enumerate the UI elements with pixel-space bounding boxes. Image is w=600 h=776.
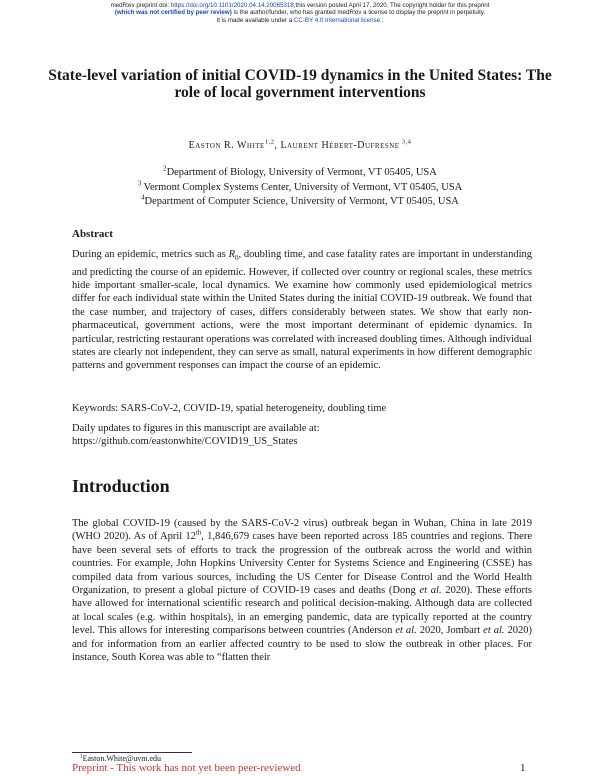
et-al: et al. <box>395 625 417 637</box>
affiliation-text: Department of Biology, University of Vermont, VT 05405, USA <box>166 167 437 178</box>
author-line <box>0 140 600 151</box>
introduction-body <box>72 517 532 664</box>
affiliation-marker: 3 <box>137 180 142 187</box>
r0-subscript: 0 <box>235 255 239 263</box>
affiliation-text: Department of Computer Science, University of Vermont, VT 05405, USA <box>144 196 459 207</box>
affiliation-text: Vermont Complex Systems Center, University of Vermont, VT 05405, USA <box>141 181 463 193</box>
keywords: Keywords: SARS-CoV-2, COVID-19, spatial heterogeneity, doubling time <box>72 403 387 414</box>
medrxiv-banner <box>0 2 600 24</box>
introduction-heading: Introduction <box>72 476 170 496</box>
github-link[interactable]: https://github.com/eastonwhite/COVID19_US_States <box>72 436 298 448</box>
intro-text: The global COVID-19 (caused by the SARS-CoV-2 virus) outbreak began in Wuhan, China in late 2019 (WHO 2020). As of April 12 <box>72 518 532 543</box>
intro-text: 2020) and for information from an earlier affected country to be used to slow the outbreak in other places. For instance, South Korea was able to “flatten their <box>72 625 533 664</box>
footnote-email[interactable]: Easton.White@uvm.edu <box>82 754 162 763</box>
updates-text: Daily updates to figures in this manuscript are available at: <box>72 423 320 434</box>
updates-note <box>72 422 532 449</box>
intro-text: 2020, Jombart <box>416 625 484 637</box>
affiliations <box>0 166 600 210</box>
et-al: et al. <box>483 625 505 637</box>
affiliation-item <box>0 166 600 181</box>
author-1-affil: 1,2 <box>264 138 275 146</box>
banner-available: It is made available under a <box>216 16 294 24</box>
affiliation-marker: 2 <box>163 165 167 173</box>
paper-title: State-level variation of initial COVID-19 dynamics in the United States: The role of local government interventions <box>48 67 552 101</box>
footnote-divider <box>72 752 192 753</box>
abstract-body <box>72 248 532 373</box>
r0-symbol: R <box>228 249 236 260</box>
banner-prefix: medRxiv preprint doi: <box>110 2 171 9</box>
et-al: et al. <box>419 585 442 597</box>
banner-posted: ;this version posted April 17, 2020. The copyright holder for this preprint <box>293 2 490 9</box>
page-number: 1 <box>520 762 526 774</box>
intro-text: 2020). These efforts have allowed for international scientific research and political decision-making. Although data are collected at local scales (e.g. within hospitals), in an emerging pandemic, data are typically reported at the country level. This allows for interesting comparisons between countries (Anderson <box>72 585 532 637</box>
author-1-name: Easton R. White <box>188 140 265 151</box>
license-link[interactable]: CC-BY 4.0 International license <box>293 16 381 24</box>
doi-link[interactable]: https://doi.org/10.1101/2020.04.14.20065318 <box>170 2 294 9</box>
affiliation-item <box>0 195 600 210</box>
abstract-text: , doubling time, and case fatality rates are important in understanding and predicting the course of an epidemic. However, if collected over country or regional scales, these metrics hide important smaller-scale, local dynamics. We examine how commonly used epidemiological metrics differ for each individual state within the United States during the initial COVID-19 outbreak. We found that the case number, and trajectory of cases, differs considerably between states. We show that early non-pharmaceutical, government actions, were the most important determinant of epidemic dynamics. In particular, restricting restaurant operations was correlated with increased doubling times. Although individual states are clearly not independent, they can serve as small, natural experiments in how different demographic patterns and government responses can impact the course of an epidemic. <box>72 249 532 372</box>
banner-license-text: is the author/funder, who has granted medRxiv a license to display the preprint in perpetuity. <box>231 9 486 17</box>
intro-text: , 1,846,679 cases have been reported across 185 countries and regions. There have been several sets of efforts to track the progression of the outbreak across the world and within countries. For example, John Hopkins University Center for Systems Science and Engineering (CSSE) has compiled data from various sources, including the US Center for Disease Control and the World Health Organization, to present a global picture of COVID-19 cases and deaths (Dong <box>72 531 532 597</box>
affiliation-marker: 4 <box>141 194 145 202</box>
author-2-name: Laurent Hébert-Dufresne <box>280 140 400 151</box>
affiliation-item <box>0 181 600 196</box>
author-2-affil: 3,4 <box>399 138 412 146</box>
banner-end: . <box>380 16 384 24</box>
abstract-heading: Abstract <box>72 228 113 240</box>
abstract-text: During an epidemic, metrics such as <box>72 249 229 260</box>
footnote-marker: 1 <box>80 753 83 760</box>
ordinal-suffix: th <box>195 529 202 537</box>
preprint-notice: Preprint - This work has not yet been peer-reviewed <box>72 762 301 774</box>
banner-not-certified: (which was not certified by peer review) <box>114 9 232 17</box>
author-separator: , <box>274 140 281 151</box>
